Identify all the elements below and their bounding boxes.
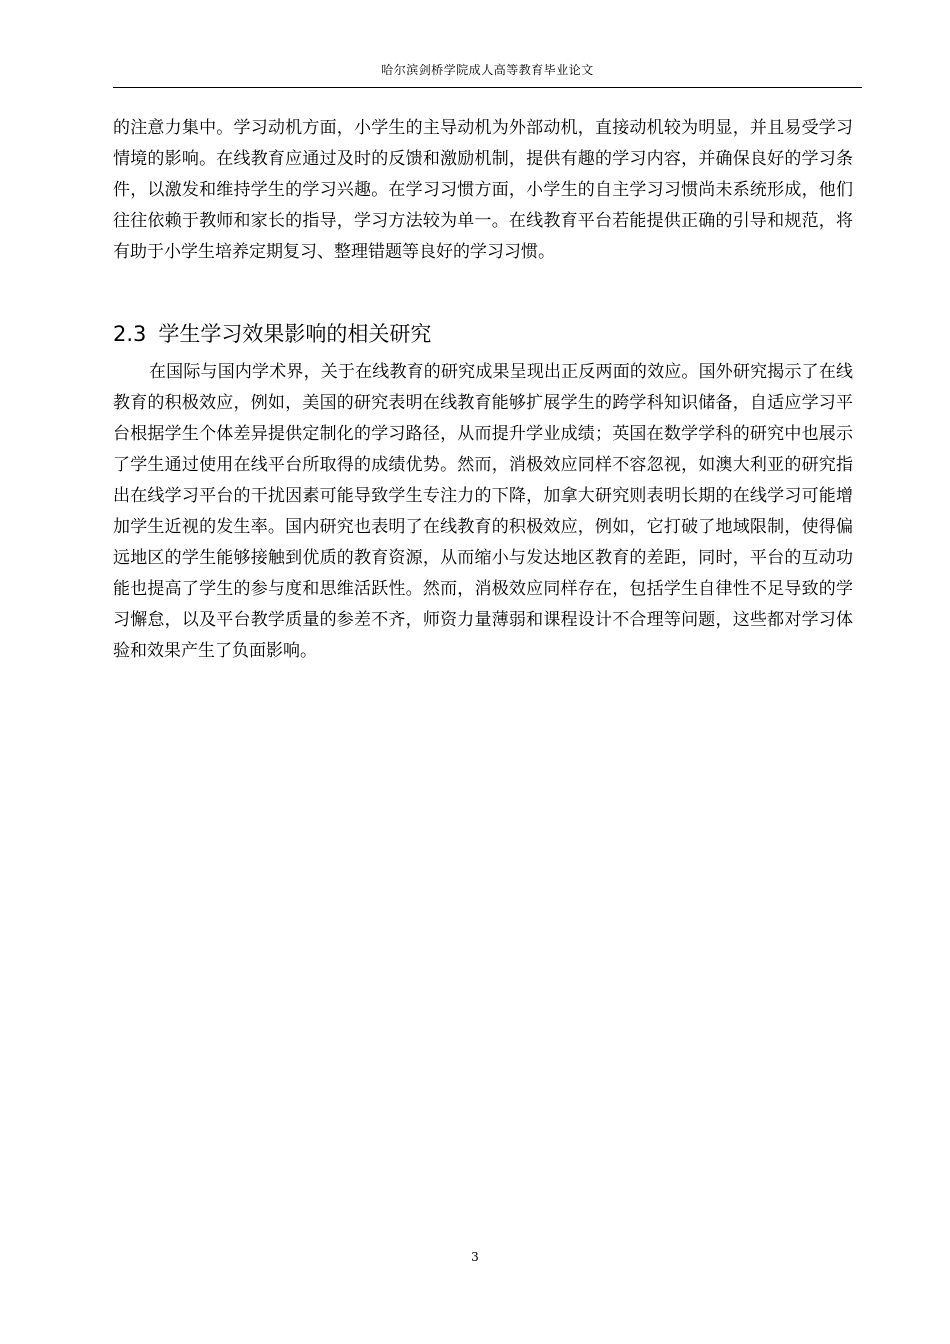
header-rule — [113, 87, 862, 88]
section-heading — [113, 318, 431, 350]
page-number: 3 — [471, 1250, 479, 1264]
running-header: 哈尔滨剑桥学院成人高等教育毕业论文 — [381, 63, 594, 77]
paragraph-continuation: 的注意力集中。学习动机方面，小学生的主导动机为外部动机，直接动机较为明显，并且易受学习情境的影响。在线教育应通过及时的反馈和激励机制，提供有趣的学习内容，并确保良好的学习条件，以激发和维持学生的学习兴趣。在学习习惯方面，小学生的自主学习习惯尚未系统形成，他们往往依赖于教师和家长的指导，学习方法较为单一。在线教育平台若能提供正确的引导和规范，将有助于小学生培养定期复习、整理错题等良好的学习习惯。 — [113, 118, 853, 262]
paragraph-section-body: 在国际与国内学术界，关于在线教育的研究成果呈现出正反两面的效应。国外研究揭示了在线教育的积极效应，例如，美国的研究表明在线教育能够扩展学生的跨学科知识储备，自适应学习平台根据学生个体差异提供定制化的学习路径，从而提升学业成绩；英国在数学学科的研究中也展示了学生通过使用在线平台所取得的成绩优势。然而，消极效应同样不容忽视，如澳大利亚的研究指出在线学习平台的干扰因素可能导致学生专注力的下降，加拿大研究则表明长期的在线学习可能增加学生近视的发生率。国内研究也表明了在线教育的积极效应，例如，它打破了地域限制，使得偏远地区的学生能够接触到优质的教育资源，从而缩小与发达地区教育的差距，同时，平台的互动功能也提高了学生的参与度和思维活跃性。然而，消极效应同样存在，包括学生自律性不足导致的学习懈怠，以及平台教学质量的参差不齐，师资力量薄弱和课程设计不合理等问题，这些都对学习体验和效果产生了负面影响。 — [113, 362, 853, 661]
section-number: 2.3 — [113, 322, 147, 346]
section-title: 学生学习效果影响的相关研究 — [158, 322, 432, 346]
